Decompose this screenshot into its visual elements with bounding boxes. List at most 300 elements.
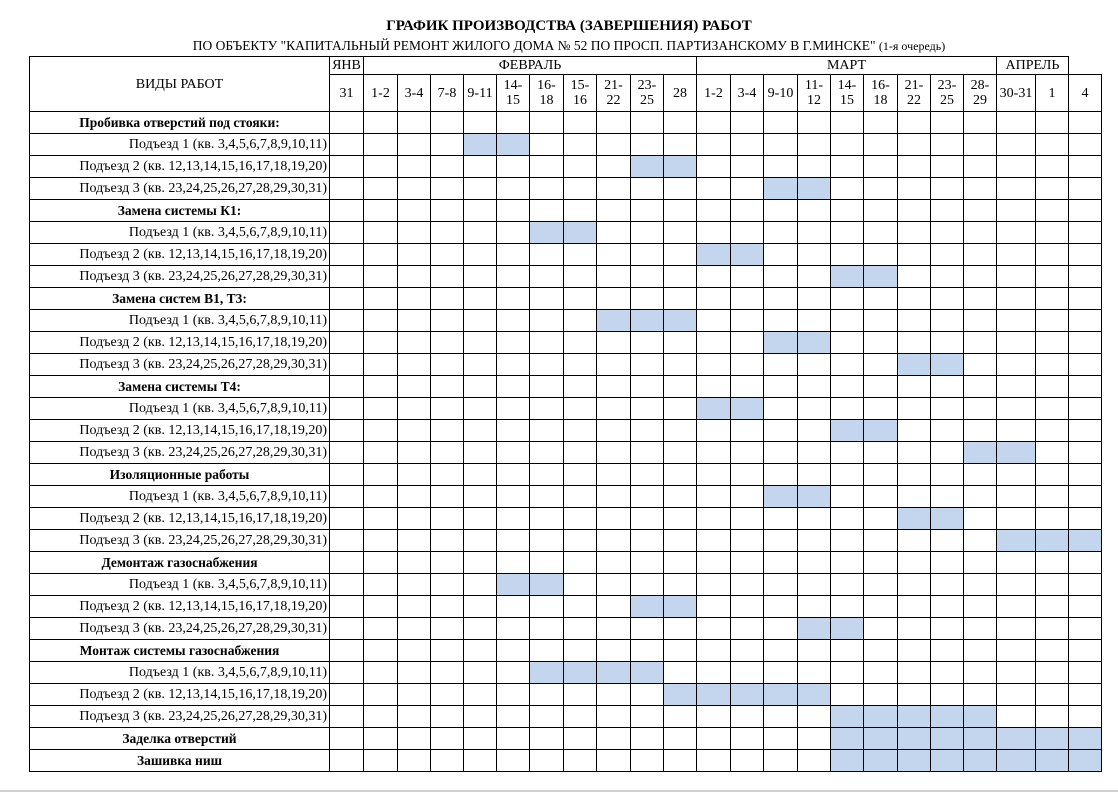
schedule-cell-filled: [898, 728, 931, 750]
schedule-cell: [997, 376, 1036, 398]
schedule-cell: [398, 442, 431, 464]
schedule-cell: [330, 112, 364, 134]
schedule-cell-filled: [664, 156, 697, 178]
schedule-cell: [564, 464, 597, 486]
schedule-cell: [831, 464, 864, 486]
schedule-cell: [464, 618, 497, 640]
schedule-cell: [597, 596, 631, 618]
schedule-cell: [597, 112, 631, 134]
schedule-cell: [697, 618, 731, 640]
work-item-label: Подъезд 3 (кв. 23,24,25,26,27,28,29,30,31): [30, 178, 330, 200]
schedule-cell: [364, 486, 398, 508]
schedule-cell: [530, 112, 564, 134]
schedule-cell: [431, 618, 464, 640]
schedule-cell: [631, 332, 664, 354]
schedule-cell: [464, 706, 497, 728]
table-row: [30, 750, 1102, 772]
schedule-cell: [931, 574, 964, 596]
schedule-cell: [364, 442, 398, 464]
schedule-cell: [831, 156, 864, 178]
schedule-cell: [664, 244, 697, 266]
schedule-cell: [697, 420, 731, 442]
schedule-cell: [330, 288, 364, 310]
schedule-cell: [864, 310, 898, 332]
schedule-cell: [831, 508, 864, 530]
table-row: [30, 376, 1102, 398]
schedule-cell: [964, 618, 997, 640]
schedule-cell: [798, 728, 831, 750]
schedule-cell: [798, 706, 831, 728]
schedule-cell: [597, 354, 631, 376]
schedule-cell: [831, 486, 864, 508]
schedule-cell: [464, 640, 497, 662]
schedule-cell: [1036, 464, 1069, 486]
schedule-cell: [431, 178, 464, 200]
schedule-cell: [764, 376, 798, 398]
schedule-cell: [464, 486, 497, 508]
schedule-cell: [597, 134, 631, 156]
schedule-cell: [697, 134, 731, 156]
schedule-cell: [831, 442, 864, 464]
period-header: [831, 75, 864, 112]
period-header: [497, 75, 530, 112]
schedule-cell: [664, 420, 697, 442]
schedule-cell: [431, 640, 464, 662]
work-item-label: Подъезд 3 (кв. 23,24,25,26,27,28,29,30,31): [30, 442, 330, 464]
schedule-cell-filled: [898, 750, 931, 772]
schedule-cell: [664, 288, 697, 310]
schedule-cell: [997, 552, 1036, 574]
schedule-cell: [1036, 156, 1069, 178]
schedule-cell-filled: [964, 706, 997, 728]
table-row: [30, 420, 1102, 442]
period-header: [597, 75, 631, 112]
schedule-cell: [530, 288, 564, 310]
schedule-cell: [831, 376, 864, 398]
schedule-cell: [731, 728, 764, 750]
schedule-cell: [997, 178, 1036, 200]
schedule-cell: [664, 662, 697, 684]
schedule-cell: [964, 508, 997, 530]
schedule-cell: [1036, 288, 1069, 310]
schedule-cell: [1069, 398, 1102, 420]
work-item-label: Подъезд 2 (кв. 12,13,14,15,16,17,18,19,20): [30, 156, 330, 178]
schedule-cell: [398, 332, 431, 354]
schedule-cell-filled: [1036, 750, 1069, 772]
schedule-cell-filled: [631, 310, 664, 332]
schedule-cell: [831, 244, 864, 266]
schedule-cell: [530, 618, 564, 640]
schedule-cell: [364, 728, 398, 750]
table-row: [30, 442, 1102, 464]
schedule-cell: [898, 112, 931, 134]
schedule-cell: [564, 398, 597, 420]
schedule-cell: [530, 728, 564, 750]
table-row: [30, 486, 1102, 508]
period-label: 18: [539, 93, 554, 108]
period-header: [530, 75, 564, 112]
schedule-cell: [697, 332, 731, 354]
period-label: 14-: [503, 78, 523, 93]
schedule-cell: [964, 354, 997, 376]
schedule-cell: [731, 552, 764, 574]
schedule-cell: [530, 266, 564, 288]
schedule-cell: [864, 596, 898, 618]
schedule-cell: [997, 706, 1036, 728]
schedule-cell: [898, 332, 931, 354]
schedule-cell-filled: [898, 706, 931, 728]
schedule-cell: [964, 288, 997, 310]
schedule-cell-filled: [631, 156, 664, 178]
schedule-cell: [330, 178, 364, 200]
schedule-cell: [564, 574, 597, 596]
schedule-cell: [597, 706, 631, 728]
schedule-cell: [597, 750, 631, 772]
schedule-cell: [398, 530, 431, 552]
schedule-cell: [631, 464, 664, 486]
schedule-cell: [364, 596, 398, 618]
schedule-cell: [530, 442, 564, 464]
period-header: [631, 75, 664, 112]
schedule-cell: [664, 200, 697, 222]
schedule-cell: [764, 618, 798, 640]
schedule-cell: [997, 310, 1036, 332]
work-item-label: Подъезд 1 (кв. 3,4,5,6,7,8,9,10,11): [30, 222, 330, 244]
schedule-cell: [864, 332, 898, 354]
schedule-cell: [464, 662, 497, 684]
schedule-cell: [330, 750, 364, 772]
schedule-cell: [564, 288, 597, 310]
schedule-cell: [731, 464, 764, 486]
schedule-cell: [831, 200, 864, 222]
schedule-cell: [464, 420, 497, 442]
period-header: [364, 75, 398, 112]
schedule-cell: [564, 244, 597, 266]
schedule-cell: [530, 310, 564, 332]
schedule-cell: [764, 508, 798, 530]
work-group-label: Замена системы Т4:: [30, 376, 330, 398]
schedule-cell: [731, 530, 764, 552]
schedule-cell: [1069, 442, 1102, 464]
period-header: [398, 75, 431, 112]
schedule-cell: [431, 288, 464, 310]
schedule-cell: [731, 112, 764, 134]
schedule-cell: [464, 596, 497, 618]
schedule-cell: [497, 266, 530, 288]
schedule-cell: [330, 266, 364, 288]
schedule-cell: [497, 156, 530, 178]
schedule-cell: [831, 662, 864, 684]
schedule-cell: [364, 310, 398, 332]
schedule-cell: [831, 684, 864, 706]
period-label: 16-: [871, 78, 890, 93]
schedule-cell: [798, 552, 831, 574]
schedule-cell: [398, 376, 431, 398]
schedule-cell: [431, 662, 464, 684]
period-header: [798, 75, 831, 112]
schedule-cell: [697, 464, 731, 486]
table-row: [30, 288, 1102, 310]
work-item-label: Подъезд 3 (кв. 23,24,25,26,27,28,29,30,31): [30, 618, 330, 640]
schedule-cell: [931, 662, 964, 684]
schedule-cell-filled: [997, 750, 1036, 772]
table-row: [30, 574, 1102, 596]
schedule-cell: [530, 640, 564, 662]
period-header: [664, 75, 697, 112]
schedule-cell: [597, 178, 631, 200]
period-header: [931, 75, 964, 112]
schedule-cell: [364, 552, 398, 574]
schedule-cell: [697, 486, 731, 508]
schedule-cell: [731, 508, 764, 530]
table-row: [30, 200, 1102, 222]
schedule-cell: [864, 134, 898, 156]
schedule-cell: [964, 486, 997, 508]
schedule-cell-filled: [864, 420, 898, 442]
schedule-cell: [831, 354, 864, 376]
schedule-cell: [898, 288, 931, 310]
schedule-cell: [398, 156, 431, 178]
table-row: [30, 464, 1102, 486]
schedule-cell: [530, 420, 564, 442]
schedule-cell: [330, 420, 364, 442]
schedule-cell-filled: [664, 684, 697, 706]
schedule-cell: [564, 266, 597, 288]
schedule-cell: [631, 134, 664, 156]
schedule-cell: [631, 530, 664, 552]
work-group-label: Демонтаж газоснабжения: [30, 552, 330, 574]
schedule-cell: [398, 310, 431, 332]
schedule-cell: [997, 288, 1036, 310]
schedule-cell: [864, 684, 898, 706]
period-label: 25: [940, 93, 954, 108]
schedule-cell: [398, 244, 431, 266]
schedule-cell: [697, 156, 731, 178]
page-title: ГРАФИК ПРОИЗВОДСТВА (ЗАВЕРШЕНИЯ) РАБОТ: [386, 18, 752, 34]
schedule-cell: [697, 112, 731, 134]
schedule-cell: [864, 178, 898, 200]
schedule-cell: [330, 574, 364, 596]
schedule-cell: [731, 574, 764, 596]
schedule-cell: [330, 508, 364, 530]
schedule-cell: [364, 266, 398, 288]
schedule-cell-filled: [864, 706, 898, 728]
schedule-cell: [1069, 354, 1102, 376]
period-header: [964, 75, 997, 112]
schedule-cell: [697, 200, 731, 222]
schedule-cell: [664, 530, 697, 552]
schedule-cell: [664, 750, 697, 772]
schedule-cell: [697, 728, 731, 750]
schedule-cell: [330, 706, 364, 728]
schedule-cell: [898, 266, 931, 288]
schedule-cell-filled: [530, 574, 564, 596]
schedule-cell: [931, 442, 964, 464]
schedule-cell: [398, 486, 431, 508]
schedule-cell: [697, 662, 731, 684]
schedule-cell: [431, 442, 464, 464]
schedule-cell: [564, 156, 597, 178]
schedule-cell: [898, 574, 931, 596]
schedule-cell-filled: [564, 662, 597, 684]
schedule-cell: [898, 552, 931, 574]
schedule-cell: [764, 530, 798, 552]
schedule-cell: [564, 112, 597, 134]
schedule-cell: [664, 112, 697, 134]
schedule-cell-filled: [631, 596, 664, 618]
schedule-cell: [1036, 266, 1069, 288]
schedule-cell: [530, 354, 564, 376]
schedule-cell: [964, 552, 997, 574]
schedule-cell: [931, 640, 964, 662]
work-item-label: Подъезд 1 (кв. 3,4,5,6,7,8,9,10,11): [30, 486, 330, 508]
schedule-cell: [864, 200, 898, 222]
schedule-cell: [1036, 354, 1069, 376]
schedule-cell: [564, 486, 597, 508]
table-row: [30, 178, 1102, 200]
schedule-cell: [931, 266, 964, 288]
schedule-cell: [330, 662, 364, 684]
table-row: [30, 332, 1102, 354]
schedule-cell: [864, 376, 898, 398]
schedule-cell: [697, 530, 731, 552]
schedule-cell: [664, 574, 697, 596]
schedule-cell-filled: [831, 706, 864, 728]
schedule-cell: [864, 574, 898, 596]
schedule-cell: [931, 596, 964, 618]
schedule-cell: [1036, 552, 1069, 574]
schedule-cell: [931, 398, 964, 420]
schedule-cell: [1069, 332, 1102, 354]
schedule-cell: [398, 288, 431, 310]
schedule-cell: [1069, 596, 1102, 618]
schedule-cell: [431, 574, 464, 596]
schedule-cell: [798, 530, 831, 552]
schedule-cell: [497, 640, 530, 662]
schedule-cell: [664, 728, 697, 750]
schedule-cell: [330, 442, 364, 464]
schedule-cell: [497, 662, 530, 684]
schedule-cell: [564, 310, 597, 332]
schedule-cell-filled: [898, 354, 931, 376]
schedule-cell: [1069, 112, 1102, 134]
schedule-cell: [597, 508, 631, 530]
schedule-cell: [664, 134, 697, 156]
schedule-cell: [564, 420, 597, 442]
schedule-cell-filled: [597, 662, 631, 684]
schedule-cell-filled: [564, 222, 597, 244]
schedule-cell: [564, 706, 597, 728]
schedule-cell: [764, 354, 798, 376]
schedule-cell-filled: [798, 618, 831, 640]
schedule-cell: [431, 200, 464, 222]
schedule-cell: [530, 530, 564, 552]
schedule-cell: [1036, 618, 1069, 640]
schedule-cell: [997, 112, 1036, 134]
schedule-cell: [764, 288, 798, 310]
schedule-cell: [731, 486, 764, 508]
schedule-cell: [597, 728, 631, 750]
schedule-cell: [964, 398, 997, 420]
schedule-cell: [997, 662, 1036, 684]
works-column-header: ВИДЫ РАБОТ: [30, 57, 330, 112]
schedule-cell: [631, 354, 664, 376]
schedule-cell: [764, 574, 798, 596]
schedule-cell: [731, 618, 764, 640]
period-header: [731, 75, 764, 112]
schedule-cell: [1069, 178, 1102, 200]
schedule-cell: [464, 178, 497, 200]
schedule-cell: [964, 596, 997, 618]
schedule-cell: [1036, 706, 1069, 728]
table-row: [30, 244, 1102, 266]
schedule-cell-filled: [964, 442, 997, 464]
table-row: [30, 530, 1102, 552]
schedule-cell: [564, 332, 597, 354]
schedule-cell: [564, 750, 597, 772]
schedule-cell: [964, 266, 997, 288]
period-header: [997, 75, 1036, 112]
schedule-cell: [530, 200, 564, 222]
period-label: 28-: [970, 78, 990, 93]
schedule-cell: [364, 618, 398, 640]
schedule-cell-filled: [931, 508, 964, 530]
schedule-cell: [497, 728, 530, 750]
schedule-cell: [398, 552, 431, 574]
schedule-cell: [898, 398, 931, 420]
schedule-cell-filled: [1069, 530, 1102, 552]
schedule-cell: [631, 684, 664, 706]
schedule-cell: [997, 574, 1036, 596]
schedule-cell: [464, 310, 497, 332]
schedule-cell-filled: [497, 134, 530, 156]
schedule-cell: [497, 508, 530, 530]
schedule-cell: [964, 200, 997, 222]
schedule-cell: [398, 750, 431, 772]
schedule-cell: [1036, 508, 1069, 530]
schedule-cell: [831, 552, 864, 574]
schedule-cell: [697, 178, 731, 200]
period-label: 7-8: [437, 85, 457, 101]
schedule-cell: [798, 574, 831, 596]
schedule-cell: [330, 618, 364, 640]
schedule-cell-filled: [631, 662, 664, 684]
schedule-cell: [530, 596, 564, 618]
schedule-cell: [631, 266, 664, 288]
schedule-cell: [764, 222, 798, 244]
period-label: 18: [873, 93, 888, 108]
subtitle-note: (1-я очередь): [878, 39, 946, 53]
schedule-cell: [564, 552, 597, 574]
schedule-cell: [464, 574, 497, 596]
month-header: ФЕВРАЛЬ: [364, 57, 697, 75]
schedule-cell: [398, 200, 431, 222]
schedule-cell: [530, 156, 564, 178]
schedule-cell: [731, 222, 764, 244]
schedule-cell: [898, 134, 931, 156]
schedule-cell: [864, 530, 898, 552]
work-item-label: Подъезд 2 (кв. 12,13,14,15,16,17,18,19,20): [30, 596, 330, 618]
schedule-cell: [664, 222, 697, 244]
schedule-cell: [597, 618, 631, 640]
schedule-cell: [364, 420, 398, 442]
schedule-cell: [431, 530, 464, 552]
schedule-cell: [1069, 640, 1102, 662]
schedule-cell-filled: [931, 750, 964, 772]
schedule-cell: [431, 684, 464, 706]
schedule-cell: [664, 486, 697, 508]
schedule-cell: [1036, 200, 1069, 222]
